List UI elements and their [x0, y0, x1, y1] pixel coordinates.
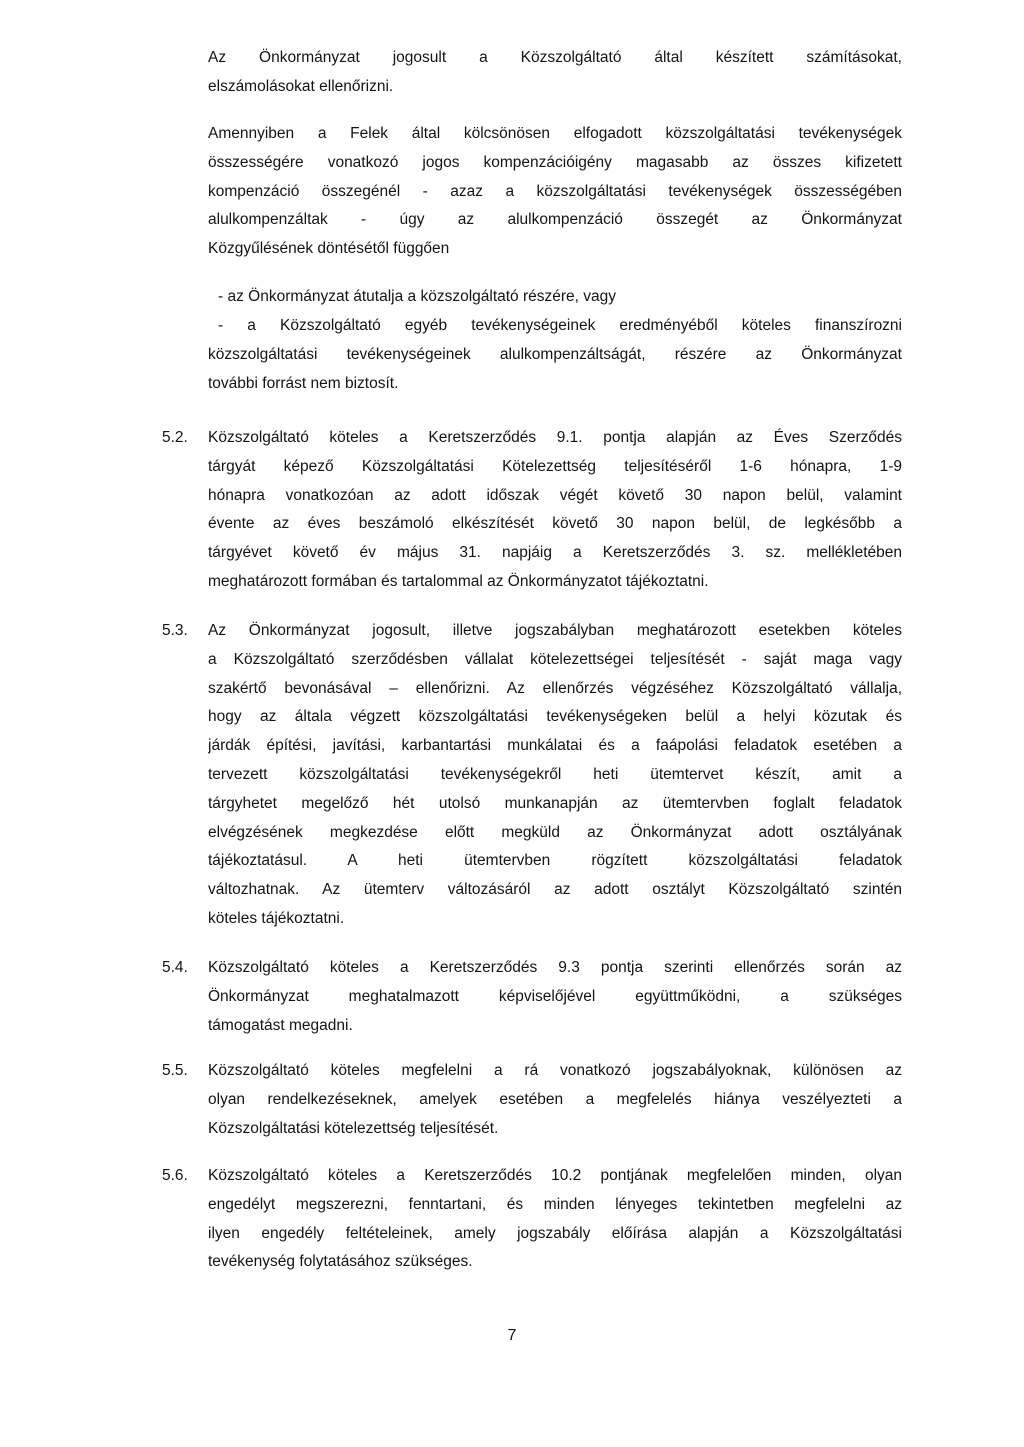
text-line: tárgyévet követő év május 31. napjáig a Keretszerződés 3. sz. mellékletében	[208, 544, 902, 562]
text-line: ilyen engedély feltételeinek, amely jogszabály előírása alapján a Közszolgáltatási	[208, 1224, 902, 1242]
text-line: járdák építési, javítási, karbantartási munkálatai és a faápolási feladatok esetében a	[208, 737, 902, 755]
compensation-paragraph	[208, 120, 902, 264]
text-line: változhatnak. Az ütemterv változásáról az adott osztályt Közszolgáltató szintén	[208, 881, 902, 899]
text-line: tárgyát képező Közszolgáltatási Kötelezettség teljesítéséről 1-6 hónapra, 1-9	[208, 457, 902, 475]
option-financing	[208, 312, 902, 398]
intro-paragraph	[208, 44, 902, 102]
section-5-3	[208, 617, 902, 934]
text-line: Közszolgáltató köteles a Keretszerződés 10.2 pontjának megfelelően minden, olyan	[208, 1167, 902, 1184]
section-number: 5.3.	[162, 622, 188, 639]
text-line: tevékenység folytatásához szükséges.	[208, 1253, 473, 1271]
text-line: Önkormányzat meghatalmazott képviselőjével együttműködni, a szükséges	[208, 987, 902, 1005]
text-line: Közgyűlésének döntésétől függően	[208, 240, 450, 258]
section-5-6	[208, 1162, 902, 1277]
text-line: évente az éves beszámoló elkészítését követő 30 napon belül, de legkésőbb a	[208, 515, 902, 533]
text-line: a Közszolgáltató szerződésben vállalat kötelezettségei teljesítését - saját maga vagy	[208, 650, 902, 668]
text-line: köteles tájékoztatni.	[208, 909, 345, 927]
text-line: Az Önkormányzat jogosult a Közszolgáltató által készített számításokat,	[208, 49, 902, 66]
text-line: elvégzésének megkezdése előtt megküld az Önkormányzat adott osztályának	[208, 823, 902, 841]
section-number: 5.2.	[162, 429, 188, 446]
text-line: - az Önkormányzat átutalja a közszolgáltató részére, vagy	[218, 288, 617, 305]
section-number: 5.6.	[162, 1167, 188, 1184]
text-line: Közszolgáltatási kötelezettség teljesítését.	[208, 1119, 499, 1137]
text-line: tájékoztatásul. A heti ütemtervben rögzített közszolgáltatási feladatok	[208, 852, 902, 870]
text-line: olyan rendelkezéseknek, amelyek esetében a megfelelés hiánya veszélyezteti a	[208, 1090, 902, 1108]
section-number: 5.4.	[162, 959, 188, 976]
text-line: Közszolgáltató köteles megfelelni a rá vonatkozó jogszabályoknak, különösen az	[208, 1062, 902, 1079]
section-5-5	[208, 1057, 902, 1143]
text-line: Közszolgáltató köteles a Keretszerződés 9.1. pontja alapján az Éves Szerződés	[208, 429, 902, 446]
text-line: engedélyt megszerezni, fenntartani, és minden lényeges tekintetben megfelelni az	[208, 1195, 902, 1213]
text-line: meghatározott formában és tartalommal az Önkormányzatot tájékoztatni.	[208, 572, 709, 590]
section-number: 5.5.	[162, 1062, 188, 1079]
text-line: tárgyhetet megelőző hét utolsó munkanapján az ütemtervben foglalt feladatok	[208, 794, 902, 812]
text-line: tervezett közszolgáltatási tevékenységekről heti ütemtervet készít, amit a	[208, 765, 902, 783]
text-line: Az Önkormányzat jogosult, illetve jogszabályban meghatározott esetekben köteles	[208, 622, 902, 639]
text-line: további forrást nem biztosít.	[208, 374, 399, 392]
text-line: támogatást megadni.	[208, 1016, 353, 1034]
text-line: alulkompenzáltak - úgy az alulkompenzáció összegét az Önkormányzat	[208, 211, 902, 229]
section-5-4	[208, 954, 902, 1040]
section-5-2	[208, 424, 902, 597]
text-line: hogy az általa végzett közszolgáltatási tevékenységeken belül a helyi közutak és	[208, 708, 902, 726]
text-line: hónapra vonatkozóan az adott időszak végét követő 30 napon belül, valamint	[208, 486, 902, 504]
text-line: szakértő bevonásával – ellenőrizni. Az ellenőrzés végzéséhez Közszolgáltató vállalja,	[208, 679, 902, 697]
text-line: Közszolgáltató köteles a Keretszerződés 9.3 pontja szerinti ellenőrzés során az	[208, 959, 902, 976]
text-line: közszolgáltatási tevékenységeinek alulkompenzáltságát, részére az Önkormányzat	[208, 345, 902, 363]
text-line: elszámolásokat ellenőrizni.	[208, 77, 394, 95]
text-line: - a Közszolgáltató egyéb tevékenységeinek eredményéből köteles finanszírozni	[218, 317, 902, 334]
text-line: Amennyiben a Felek által kölcsönösen elfogadott közszolgáltatási tevékenységek	[208, 125, 902, 142]
text-line: összességére vonatkozó jogos kompenzációigény magasabb az összes kifizetett	[208, 153, 902, 171]
option-transfer	[218, 283, 902, 312]
page-number: 7	[507, 1327, 517, 1344]
text-line: kompenzáció összegénél - azaz a közszolgáltatási tevékenységek összességében	[208, 182, 902, 200]
